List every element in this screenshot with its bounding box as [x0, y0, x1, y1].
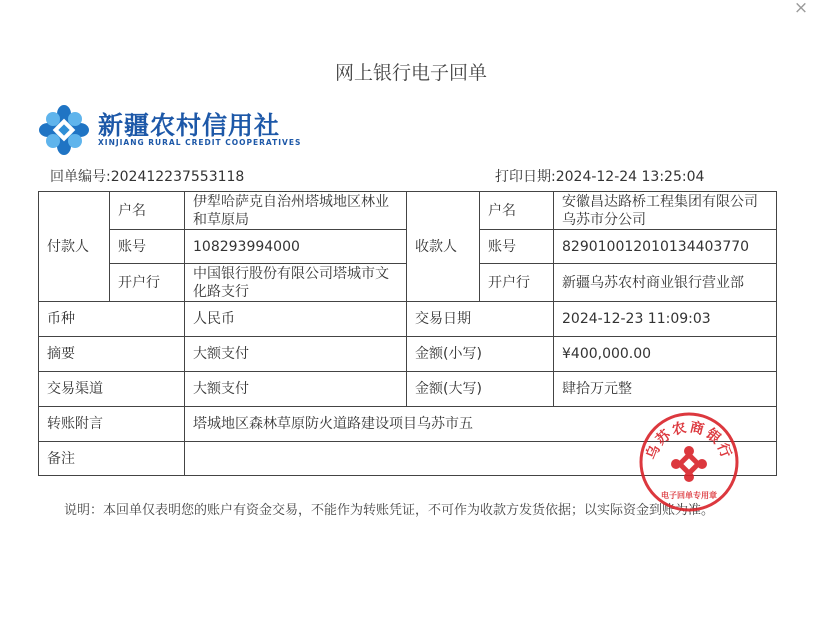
memo-label: 转账附言	[39, 407, 185, 442]
payer-account: 108293994000	[185, 230, 407, 264]
payee-bank: 新疆乌苏农村商业银行营业部	[554, 264, 777, 302]
channel-label: 交易渠道	[39, 372, 185, 407]
table-row	[39, 372, 777, 407]
svg-text:电子回单专用章: 电子回单专用章	[661, 491, 717, 500]
amount-small-value: ¥400,000.00	[554, 337, 777, 372]
currency-label: 币种	[39, 302, 185, 337]
payer-bank: 中国银行股份有限公司塔城市文化路支行	[185, 264, 407, 302]
page-title: 网上银行电子回单	[334, 62, 487, 84]
trade-date-label: 交易日期	[407, 302, 554, 337]
amount-big-value: 肆拾万元整	[554, 372, 777, 407]
table-row	[39, 337, 777, 372]
amount-big-label: 金额(大写)	[407, 372, 554, 407]
close-icon[interactable]: ×	[793, 0, 809, 18]
channel-value: 大额支付	[185, 372, 407, 407]
bank-seal-stamp	[637, 410, 741, 514]
svg-text:乌苏农商银行: 乌苏农商银行	[643, 419, 735, 462]
memo-value: 塔城地区森林草原防火道路建设项目乌苏市五	[185, 407, 777, 442]
disclaimer-note: 说明：本回单仅表明您的账户有资金交易，不能作为转账凭证，不可作为收款方发货依据；以实际资金到账为准。	[64, 503, 715, 518]
payer-name-label: 户名	[110, 192, 185, 230]
payee-bank-label: 开户行	[480, 264, 554, 302]
payee-account-label: 账号	[480, 230, 554, 264]
payer-label: 付款人	[39, 192, 110, 302]
amount-small-label: 金额(小写)	[407, 337, 554, 372]
payee-name: 安徽昌达路桥工程集团有限公司乌苏市分公司	[554, 192, 777, 230]
payee-label: 收款人	[407, 192, 480, 302]
payee-name-label: 户名	[480, 192, 554, 230]
summary-value: 大额支付	[185, 337, 407, 372]
logo-name-en: XINJIANG RURAL CREDIT COOPERATIVES	[98, 138, 302, 147]
remark-label: 备注	[39, 442, 185, 476]
trade-date-value: 2024-12-23 11:09:03	[554, 302, 777, 337]
table-row	[39, 302, 777, 337]
receipt-number: 回单编号:202412237553118	[50, 169, 245, 185]
table-row	[39, 192, 777, 230]
summary-label: 摘要	[39, 337, 185, 372]
logo-name-cn: 新疆农村信用社	[98, 111, 281, 140]
payer-bank-label: 开户行	[110, 264, 185, 302]
logo-emblem-icon	[38, 104, 90, 156]
currency-value: 人民币	[185, 302, 407, 337]
payer-name: 伊犁哈萨克自治州塔城地区林业和草原局	[185, 192, 407, 230]
print-date: 打印日期:2024-12-24 13:25:04	[495, 169, 705, 185]
payee-account: 829010012010134403770	[554, 230, 777, 264]
payer-account-label: 账号	[110, 230, 185, 264]
